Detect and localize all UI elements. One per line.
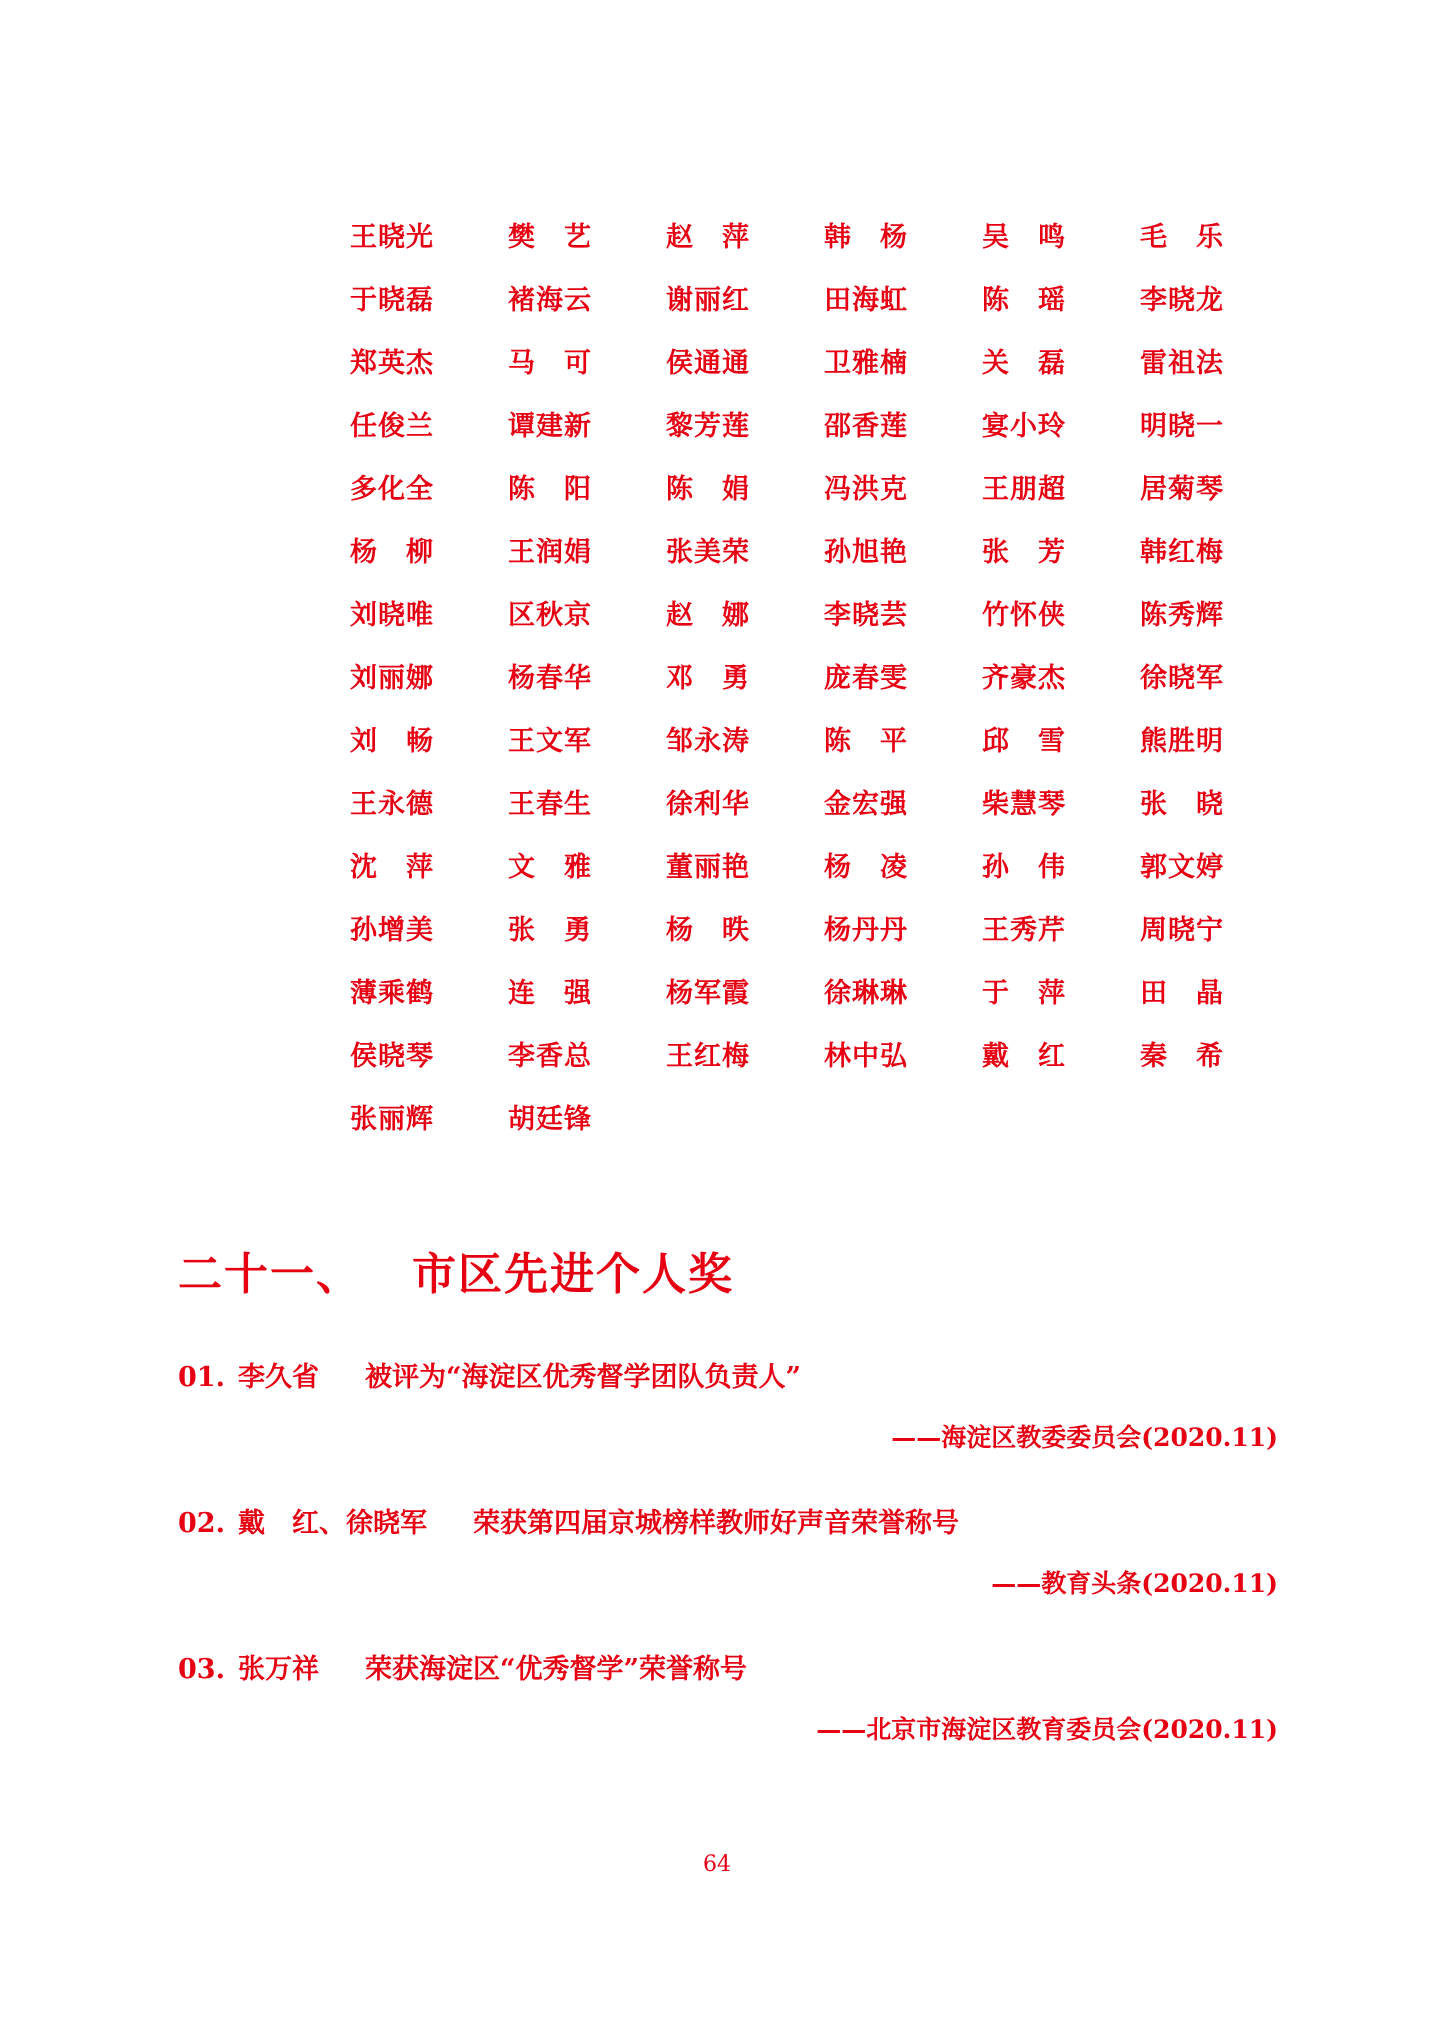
- name-row: [350, 663, 1310, 726]
- name-item: 郑英杰: [350, 348, 434, 379]
- name-item: 张 勇: [508, 915, 592, 946]
- name-item: 徐琳琳: [824, 978, 908, 1009]
- award-item: [178, 1654, 1278, 1746]
- name-item: 居菊琴: [1140, 474, 1224, 505]
- name-row: [350, 285, 1310, 348]
- name-item: 李晓芸: [824, 600, 908, 631]
- award-index: 03.: [178, 1654, 225, 1685]
- name-item: 金宏强: [824, 789, 908, 820]
- name-item: 柴慧琴: [982, 789, 1066, 820]
- name-item: 胡廷锋: [508, 1104, 592, 1135]
- name-item: 侯通通: [666, 348, 750, 379]
- name-item: 连 强: [508, 978, 592, 1009]
- name-item: 王秀芹: [982, 915, 1066, 946]
- name-item: 熊胜明: [1140, 726, 1224, 757]
- award-index: 02.: [178, 1508, 225, 1539]
- name-row: [350, 537, 1310, 600]
- award-source: ——海淀区教委委员会(2020.11): [891, 1423, 1278, 1453]
- name-item: 多化全: [350, 474, 434, 505]
- name-item: 于晓磊: [350, 285, 434, 316]
- name-row: [350, 978, 1310, 1041]
- name-item: 孙 伟: [982, 852, 1066, 883]
- name-row: [350, 852, 1310, 915]
- award-line: [178, 1654, 1278, 1686]
- name-item: 陈 娟: [666, 474, 750, 505]
- name-item: 关 磊: [982, 348, 1066, 379]
- name-item: 张 晓: [1140, 789, 1224, 820]
- name-item: 孙增美: [350, 915, 434, 946]
- name-item: 邓 勇: [666, 663, 750, 694]
- name-item: 毛 乐: [1140, 222, 1224, 253]
- name-row: [350, 474, 1310, 537]
- name-item: 谢丽红: [666, 285, 750, 316]
- name-item: 沈 萍: [350, 852, 434, 883]
- name-item: 王晓光: [350, 222, 434, 253]
- name-item: 卫雅楠: [824, 348, 908, 379]
- name-item: 孙旭艳: [824, 537, 908, 568]
- name-item: 区秋京: [508, 600, 592, 631]
- name-row: [350, 915, 1310, 978]
- name-item: 齐豪杰: [982, 663, 1066, 694]
- name-item: 韩 杨: [824, 222, 908, 253]
- name-item: 林中弘: [824, 1041, 908, 1072]
- name-item: 杨 凌: [824, 852, 908, 883]
- award-person: 李久省: [238, 1362, 319, 1393]
- name-row: [350, 1041, 1310, 1104]
- section-number: 二十一、: [178, 1249, 362, 1300]
- name-item: 王春生: [508, 789, 592, 820]
- name-item: 徐利华: [666, 789, 750, 820]
- name-item: 赵 娜: [666, 600, 750, 631]
- name-item: 徐晓军: [1140, 663, 1224, 694]
- name-item: 王润娟: [508, 537, 592, 568]
- name-item: 薄乘鹤: [350, 978, 434, 1009]
- name-row: [350, 348, 1310, 411]
- name-item: 董丽艳: [666, 852, 750, 883]
- name-item: 刘丽娜: [350, 663, 434, 694]
- name-item: 杨军霞: [666, 978, 750, 1009]
- award-source: ——北京市海淀区教育委员会(2020.11): [816, 1715, 1278, 1745]
- name-item: 冯洪克: [824, 474, 908, 505]
- name-item: 邱 雪: [982, 726, 1066, 757]
- name-item: 竹怀侠: [982, 600, 1066, 631]
- name-item: 杨 柳: [350, 537, 434, 568]
- name-item: 王红梅: [666, 1041, 750, 1072]
- name-item: 黎芳莲: [666, 411, 750, 442]
- name-item: 郭文婷: [1140, 852, 1224, 883]
- name-row: [350, 222, 1310, 285]
- name-item: 庞春雯: [824, 663, 908, 694]
- page-number: 64: [703, 1852, 731, 1877]
- name-item: 杨春华: [508, 663, 592, 694]
- name-item: 吴 鸣: [982, 222, 1066, 253]
- name-item: 刘晓唯: [350, 600, 434, 631]
- award-source: ——教育头条(2020.11): [991, 1569, 1278, 1599]
- name-item: 褚海云: [508, 285, 592, 316]
- name-item: 张 芳: [982, 537, 1066, 568]
- name-row: [350, 411, 1310, 474]
- name-item: 雷祖法: [1140, 348, 1224, 379]
- award-person: 戴 红、徐晓军: [238, 1508, 427, 1539]
- name-row: [350, 1104, 1310, 1167]
- name-item: 赵 萍: [666, 222, 750, 253]
- name-item: 李晓龙: [1140, 285, 1224, 316]
- name-item: 王朋超: [982, 474, 1066, 505]
- name-item: 陈 阳: [508, 474, 592, 505]
- name-item: 韩红梅: [1140, 537, 1224, 568]
- award-index: 01.: [178, 1362, 225, 1393]
- name-item: 秦 希: [1140, 1041, 1224, 1072]
- award-description: 荣获第四届京城榜样教师好声音荣誉称号: [473, 1508, 959, 1539]
- award-item: [178, 1362, 1278, 1454]
- award-item: [178, 1508, 1278, 1600]
- name-item: 陈 平: [824, 726, 908, 757]
- name-item: 张美荣: [666, 537, 750, 568]
- name-item: 刘 畅: [350, 726, 434, 757]
- award-description: 被评为“海淀区优秀督学团队负责人”: [365, 1362, 802, 1393]
- name-item: 明晓一: [1140, 411, 1224, 442]
- name-item: 于 萍: [982, 978, 1066, 1009]
- name-list: [350, 222, 1310, 1167]
- name-item: 田海虹: [824, 285, 908, 316]
- name-row: [350, 789, 1310, 852]
- award-description: 荣获海淀区“优秀督学”荣誉称号: [365, 1654, 748, 1685]
- name-item: 陈秀辉: [1140, 600, 1224, 631]
- section-title: 市区先进个人奖: [412, 1249, 734, 1300]
- award-person: 张万祥: [238, 1654, 319, 1685]
- name-item: 田 晶: [1140, 978, 1224, 1009]
- award-line: [178, 1362, 1278, 1394]
- name-item: 张丽辉: [350, 1104, 434, 1135]
- name-item: 陈 瑶: [982, 285, 1066, 316]
- name-row: [350, 600, 1310, 663]
- section-heading: [178, 1238, 734, 1302]
- name-item: 谭建新: [508, 411, 592, 442]
- name-item: 文 雅: [508, 852, 592, 883]
- name-item: 王永德: [350, 789, 434, 820]
- name-item: 邹永涛: [666, 726, 750, 757]
- name-item: 宴小玲: [982, 411, 1066, 442]
- name-item: 周晓宁: [1140, 915, 1224, 946]
- name-item: 侯晓琴: [350, 1041, 434, 1072]
- name-item: 邵香莲: [824, 411, 908, 442]
- name-item: 杨 昳: [666, 915, 750, 946]
- name-item: 樊 艺: [508, 222, 592, 253]
- name-item: 王文军: [508, 726, 592, 757]
- name-row: [350, 726, 1310, 789]
- name-item: 任俊兰: [350, 411, 434, 442]
- name-item: 李香总: [508, 1041, 592, 1072]
- name-item: 马 可: [508, 348, 592, 379]
- name-item: 杨丹丹: [824, 915, 908, 946]
- award-line: [178, 1508, 1278, 1540]
- name-item: 戴 红: [982, 1041, 1066, 1072]
